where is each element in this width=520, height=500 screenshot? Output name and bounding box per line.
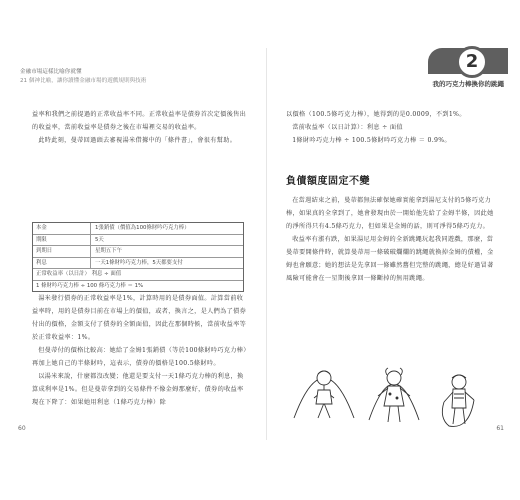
paragraph: 湯米發行債券的正常收益率是1%，計算時用的是債券面值。計算當前收益率時，用的是債券目前在市場上的價值，或者，換言之，是人們為了債券付出的價格，金額支付了債券的全額面值，因此在那個時候，當前收益率等於正常收益率：1%。: [32, 295, 247, 341]
table-row: [33, 269, 243, 281]
table-row: [33, 281, 243, 292]
table-cell: 正常收益率（以日計） 利息 ÷ 面值: [36, 271, 122, 277]
paragraph: 以價格（100.5條巧克力棒），她得到的是0.0009，不到1%。: [286, 111, 466, 118]
children-jump-rope-illustration: [284, 348, 494, 433]
paragraph: 收益率有漲有跌，如果湯尼用金姆的全新跳繩玩起我同遊戲，那麼，當曼蒂要開條件時，就算曼蒂用一條破破爛爛的跳繩就換掉金姆的債權，金姆也會願意；她的想法是先拿回一條雖然舊但完整的跳繩，總是好過冒著風險可能會在一星期後拿回一條斷掉的無用跳繩。: [286, 236, 494, 282]
paragraph: 當前收益率（以日計算）：利息 ÷ 面值: [292, 124, 403, 131]
table-cell: 利息: [33, 258, 91, 269]
left-body-top: [32, 108, 248, 147]
running-head: [20, 68, 146, 86]
table-cell: 本金: [33, 223, 91, 234]
left-page: [14, 48, 264, 440]
table-row: [33, 246, 243, 258]
terms-table: [32, 222, 244, 292]
table-cell: 1張銷債（價值為100條財吟巧克力棒）: [95, 225, 190, 231]
paragraph: 在當週結束之前，曼蒂都無法確保她確實能拿到湯尼支付的5條巧克力棒，如果真的全拿到了，她會發現由於一開始他先給了金姆半條，因此她的淨所得只有4.5條巧克力，但如果是金姆的話，則可淨得5條巧克力。: [286, 197, 494, 230]
right-body-bottom: [286, 194, 496, 285]
paragraph: 1條財吟巧克力棒 ÷ 100.5條財吟巧克力棒 ＝ 0.9%。: [292, 137, 451, 144]
table-cell: 星期五下午: [95, 248, 122, 254]
section-heading: 負債額度固定不變: [286, 176, 370, 187]
table-row: [33, 258, 243, 270]
spine-divider: [266, 48, 267, 440]
table-cell: 1 條財吟巧克力棒 ÷ 100 條巧克力棒 ＝ 1%: [36, 282, 144, 289]
chapter-title: 我的巧克力棒換你的跳繩: [432, 80, 504, 88]
paragraph: 益率和我們之前提過的正常收益率不同。正常收益率是債券首次定價後售出的收益率，當前收益率是債券之後在市場裡交易的收益率。: [32, 111, 247, 131]
right-page: [270, 48, 508, 440]
table-cell: 到期日: [33, 246, 91, 257]
running-head-subtitle: 21 個神比喻，讓你讀懂金融市場的遊戲規則與技術: [20, 78, 147, 84]
table-cell: 5天: [95, 236, 104, 243]
book-spread: [14, 48, 508, 440]
page-number-right: 61: [496, 425, 504, 432]
left-body-bottom: [32, 292, 248, 409]
running-head-title: 金融市場這樣比喻你就懂: [20, 69, 82, 75]
table-row: [33, 223, 243, 235]
paragraph: 但曼蒂付的價格比較高：她給了金姆1張銷債（等於100條財吟巧克力棒）再加上她自己的半條財吟，這表示，債券的價格是100.5條財吟。: [32, 347, 247, 367]
table-cell: 一天1條財吟巧克力棒，5天都要支付: [95, 259, 183, 266]
table-cell: 期限: [33, 235, 91, 246]
chapter-number: 2: [456, 46, 488, 78]
table-row: [33, 235, 243, 247]
page-number-left: 60: [18, 425, 26, 432]
paragraph: 此時此刻，曼蒂回過頭去審視湯米借據中的「條件書」，會很有幫助。: [38, 137, 237, 144]
paragraph: 以湯米來說，什麼都沒改變；他還是要支付一天1條巧克力棒的利息，換算成利率是1%。但是曼蒂拿到的交易條件不像金姆那麼好，債券的收益率現在下降了：如果她用利息（1條巧克力棒）除: [32, 373, 244, 406]
right-body-top: [286, 108, 496, 147]
